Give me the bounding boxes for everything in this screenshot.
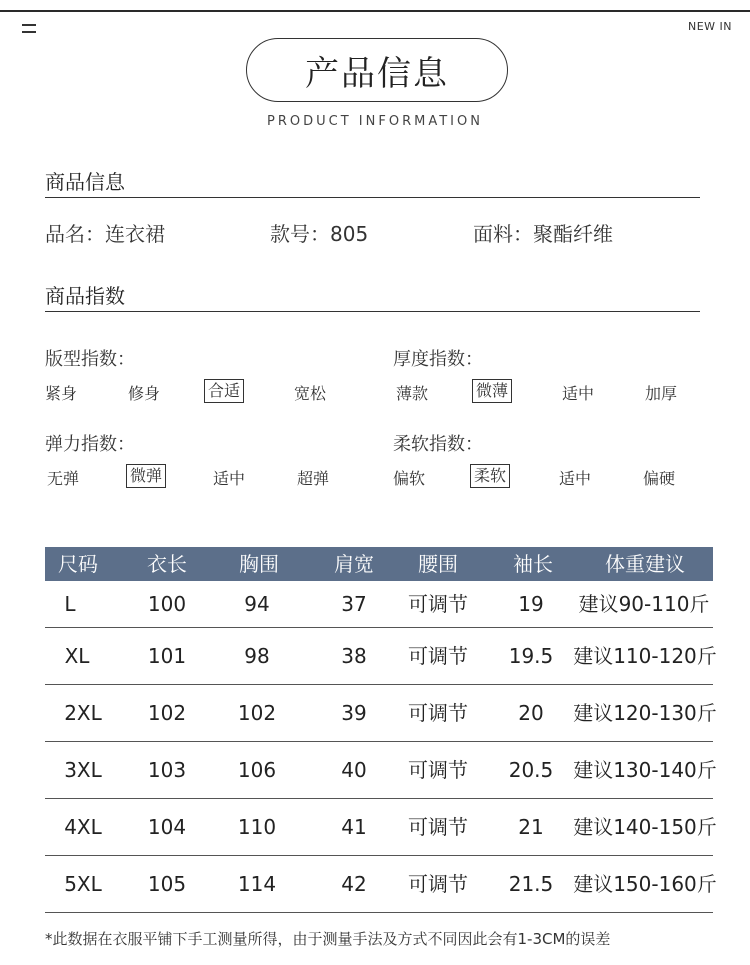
table-row — [45, 856, 717, 913]
header-weight: 体重建议 — [605, 552, 685, 576]
cell-length: 102 — [147, 701, 187, 725]
cell-size: 2XL — [64, 701, 102, 725]
cell-size: 5XL — [64, 872, 102, 896]
fit-option-tight: 紧身 — [45, 384, 78, 403]
cell-length: 101 — [147, 644, 187, 668]
cell-weight: 建议120-130斤 — [573, 701, 717, 725]
product-name: 品名：连衣裙 — [45, 222, 165, 246]
softness-option-soft-selected: 柔软 — [470, 464, 510, 488]
thickness-option-thin: 薄款 — [396, 384, 429, 403]
header-waist: 腰围 — [418, 552, 458, 576]
cell-chest: 98 — [244, 644, 270, 668]
fit-index-label: 版型指数： — [45, 349, 135, 370]
product-info-row — [45, 218, 700, 244]
cell-chest: 106 — [237, 758, 277, 782]
cell-chest: 110 — [237, 815, 277, 839]
cell-shoulder: 37 — [341, 592, 367, 616]
cell-sleeve: 20.5 — [508, 758, 554, 782]
product-info-divider — [45, 197, 700, 198]
fit-option-regular-selected: 合适 — [204, 379, 244, 403]
cell-weight: 建议110-120斤 — [573, 644, 717, 668]
cell-length: 103 — [147, 758, 187, 782]
softness-option-stiffish: 偏硬 — [643, 469, 676, 488]
cell-waist: 可调节 — [408, 701, 468, 725]
softness-option-softish: 偏软 — [393, 469, 426, 488]
elasticity-option-none: 无弹 — [47, 469, 80, 488]
cell-sleeve: 19.5 — [508, 644, 554, 668]
thickness-option-thick: 加厚 — [645, 384, 678, 403]
table-row — [45, 799, 717, 856]
cell-weight: 建议90-110斤 — [578, 592, 710, 616]
cell-length: 105 — [147, 872, 187, 896]
top-divider — [0, 10, 750, 12]
softness-index-label: 柔软指数： — [393, 434, 483, 455]
cell-weight: 建议140-150斤 — [573, 815, 717, 839]
menu-icon[interactable] — [22, 24, 36, 33]
product-model: 款号：805 — [270, 222, 369, 246]
cell-size: 3XL — [64, 758, 102, 782]
thickness-index-label: 厚度指数： — [393, 349, 483, 370]
cell-shoulder: 42 — [341, 872, 367, 896]
cell-sleeve: 21.5 — [508, 872, 554, 896]
cell-sleeve: 19 — [518, 592, 544, 616]
table-row — [45, 685, 717, 742]
cell-shoulder: 39 — [341, 701, 367, 725]
indices-heading: 商品指数 — [45, 284, 125, 308]
header-length: 衣长 — [147, 552, 187, 576]
header-size: 尺码 — [58, 552, 98, 576]
cell-shoulder: 41 — [341, 815, 367, 839]
product-info-heading: 商品信息 — [45, 170, 125, 194]
table-row — [45, 581, 713, 628]
size-table-header — [45, 547, 713, 581]
cell-waist: 可调节 — [408, 815, 468, 839]
header-shoulder: 肩宽 — [334, 552, 374, 576]
elasticity-index-label: 弹力指数： — [45, 434, 135, 455]
page-subtitle: PRODUCT INFORMATION — [267, 114, 483, 129]
cell-waist: 可调节 — [408, 872, 468, 896]
table-row — [45, 628, 717, 685]
header-sleeve: 袖长 — [513, 552, 553, 576]
measurement-footnote: *此数据在衣服平铺下手工测量所得，由于测量手法及方式不同因此会有1-3CM的误差 — [45, 930, 611, 948]
thickness-option-medium: 适中 — [562, 384, 595, 403]
cell-size: 4XL — [64, 815, 102, 839]
cell-waist: 可调节 — [408, 758, 468, 782]
cell-chest: 94 — [244, 592, 270, 616]
size-table — [45, 547, 717, 913]
fit-option-loose: 宽松 — [294, 384, 327, 403]
cell-waist: 可调节 — [408, 592, 468, 616]
indices-divider — [45, 311, 700, 312]
cell-sleeve: 20 — [518, 701, 544, 725]
new-in-label: NEW IN — [687, 20, 732, 33]
cell-length: 104 — [147, 815, 187, 839]
cell-sleeve: 21 — [518, 815, 544, 839]
page-title: 产品信息 — [246, 38, 508, 102]
cell-chest: 114 — [237, 872, 277, 896]
cell-shoulder: 38 — [341, 644, 367, 668]
cell-size: XL — [64, 644, 90, 668]
cell-waist: 可调节 — [408, 644, 468, 668]
thickness-option-slightly-thin-selected: 微薄 — [472, 379, 512, 403]
softness-option-medium: 适中 — [559, 469, 592, 488]
cell-chest: 102 — [237, 701, 277, 725]
fit-option-slim: 修身 — [128, 384, 161, 403]
elasticity-option-slight-selected: 微弹 — [126, 464, 166, 488]
table-row — [45, 742, 717, 799]
header-chest: 胸围 — [239, 552, 279, 576]
cell-shoulder: 40 — [341, 758, 367, 782]
cell-weight: 建议130-140斤 — [573, 758, 717, 782]
cell-size: L — [64, 592, 76, 616]
elasticity-option-super: 超弹 — [297, 469, 330, 488]
product-fabric: 面料：聚酯纤维 — [473, 222, 613, 246]
cell-length: 100 — [147, 592, 187, 616]
elasticity-option-medium: 适中 — [213, 469, 246, 488]
cell-weight: 建议150-160斤 — [573, 872, 717, 896]
